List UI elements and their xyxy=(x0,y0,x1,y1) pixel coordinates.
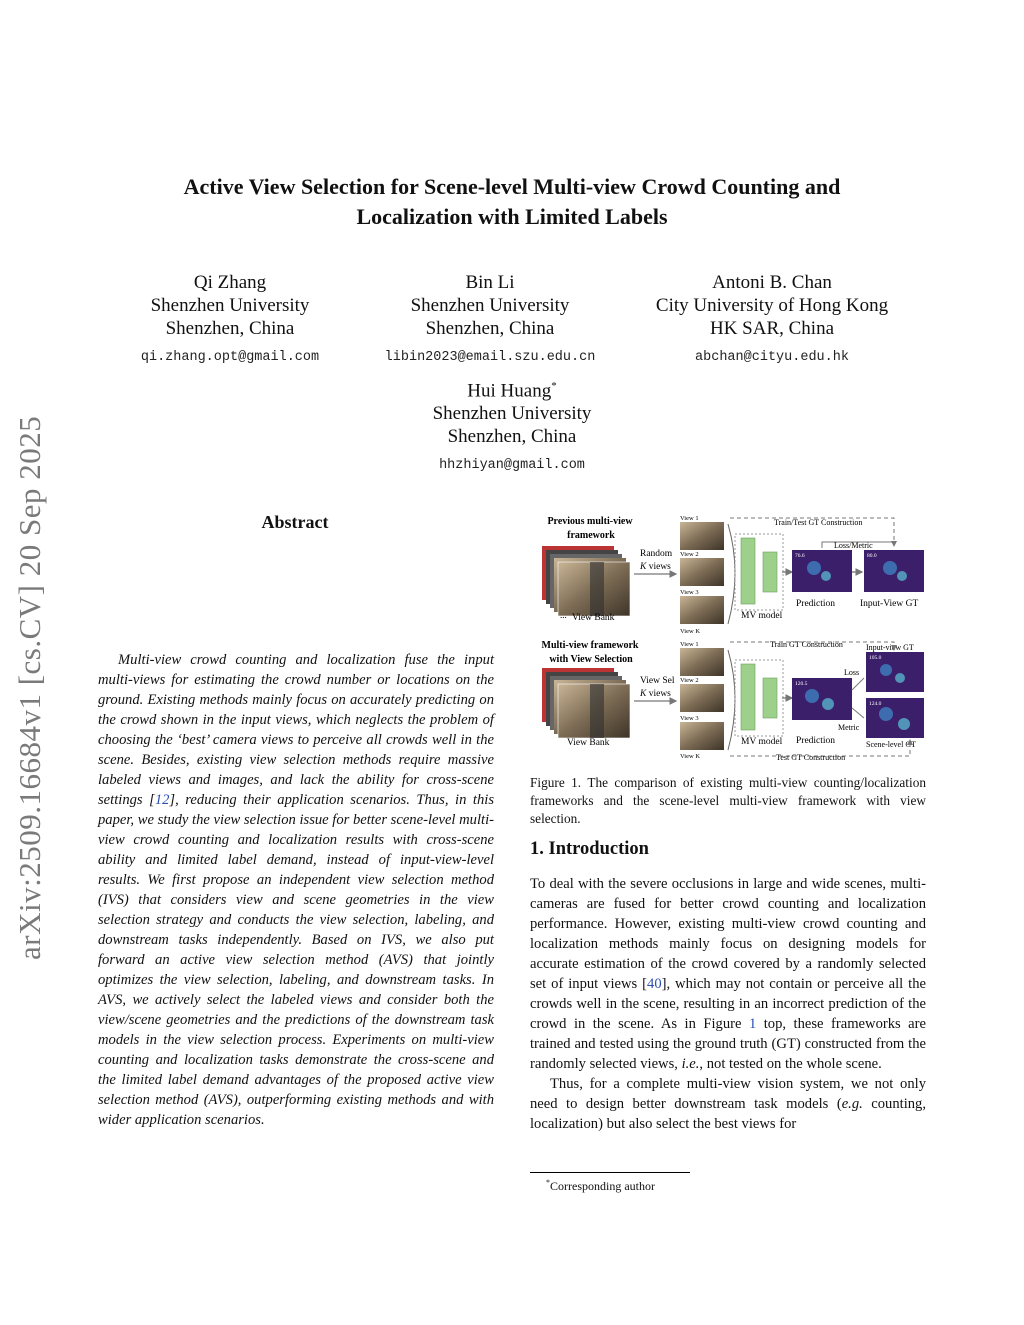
fig-prediction-label: Prediction xyxy=(796,599,836,609)
figure-link[interactable]: 1 xyxy=(748,1016,757,1032)
fig-view-sel-k: K views xyxy=(640,689,671,699)
fig-metric: Metric xyxy=(838,723,860,732)
view-bank-stack xyxy=(542,546,630,616)
author-affiliation: Shenzhen University xyxy=(410,295,570,316)
fig-train-test-gt: Train/Test GT Construction xyxy=(774,518,863,527)
author-affiliation: Shenzhen University xyxy=(150,295,310,316)
fig-input-view-gt-label: Input-View GT xyxy=(860,599,919,609)
footnote: *Corresponding author xyxy=(546,1178,655,1193)
footnote-rule xyxy=(530,1172,690,1173)
fig-random-k: K views xyxy=(640,562,671,572)
fig-train-gt: Train GT Construction xyxy=(770,640,843,649)
author-block xyxy=(380,375,644,477)
intro-paragraph-2: Thus, for a complete multi-view vision system, we not only need to design better downstream task models (e.g. counting, localization) but also select the best views for xyxy=(530,1076,926,1132)
svg-text:View 1: View 1 xyxy=(680,515,699,522)
paper-title xyxy=(0,172,1024,232)
abstract-heading: Abstract xyxy=(261,512,329,532)
view-bank-stack xyxy=(542,668,630,738)
svg-text:View K: View K xyxy=(680,628,701,635)
fig-bottom-title-b: with View Selection xyxy=(549,654,633,665)
author-location: HK SAR, China xyxy=(709,318,835,339)
author-affiliation: Shenzhen University xyxy=(432,403,592,425)
svg-text:124.0: 124.0 xyxy=(869,701,882,707)
section-heading: 1. Introduction xyxy=(530,839,649,859)
svg-text:View K: View K xyxy=(680,753,701,760)
fig-bottom-title-a: Multi-view framework xyxy=(541,640,639,651)
author-email[interactable]: hhzhiyan@gmail.com xyxy=(439,458,585,474)
svg-text:76.6: 76.6 xyxy=(795,553,805,559)
author-name: Hui Huang* xyxy=(467,380,557,402)
selected-views-top xyxy=(680,515,724,635)
title-line-1: Active View Selection for Scene-level Multi-view Crowd Counting and xyxy=(183,174,841,199)
svg-text:View 3: View 3 xyxy=(680,715,699,722)
svg-text:120.5: 120.5 xyxy=(795,681,808,687)
abstract-text: Multi-view crowd counting and localization fuse the input multi-views for estimating the crowd number or locations on the ground. Existing methods mainly focus on accurately predicting on the crowd shown in the input views, which neglects the problem of choosing the ‘best’ camera views to perceive all crowds well in the scene. Besides, existing view selection methods require massive labeled views and images, and lack the ability for cross-scene settings [12], reducing their application scenarios. Thus, in this paper, we study the view selection issue for better scene-level multi-view crowd counting and localization results with cross-scene ability and limited label demand, instead of input-view-level results. We first propose an independent view selection method (IVS) that considers view and scene geometries in the view selection strategy and conducts the view selection, labeling, and downstream tasks independently. Based on IVS, we also put forward an active view selection method (AVS) that jointly optimizes the view selection, labeling, and downstream tasks. In AVS, we actively select the labeled views and consider both the view/scene geometries and the predictions of the downstream task models in the view selection process. Experiments on multi-view counting and localization tasks demonstrate the cross-scene and the limited label demand advantages of the proposed active view selection method (AVS), outperforming existing methods and with wider application scenarios. xyxy=(98,652,494,1128)
mv-model-top xyxy=(735,534,783,610)
author-name: Qi Zhang xyxy=(193,272,267,293)
citation-link[interactable]: 12 xyxy=(154,792,170,808)
author-name: Antoni B. Chan xyxy=(712,272,832,293)
fig-test-gt: Test GT Construction xyxy=(776,753,846,762)
author-name: Bin Li xyxy=(465,272,515,293)
fig-random-label: Random xyxy=(640,549,673,559)
author-location: Shenzhen, China xyxy=(165,318,295,339)
intro-paragraph-1: To deal with the severe occlusions in large and wide scenes, multi-cameras are fused for better crowd counting and localization performance. However, existing multi-view crowd counting and localization methods mainly focus on designing models for accurate estimation of the crowd covered by a randomly selected set of input views [40], which may not contain or perceive all the crowds well in the scene, resulting in an incorrect prediction of the crowd in the scene. As in Figure 1 top, these frameworks are trained and tested using the ground truth (GT) constructed from the randomly selected views, i.e., not tested on the whole scene. xyxy=(530,876,926,1072)
author-email[interactable]: libin2023@email.szu.edu.cn xyxy=(384,350,596,365)
fig-view-bank-label-2: View Bank xyxy=(567,738,610,748)
fig-top-title-b: framework xyxy=(567,530,615,541)
fig-input-view-gt-label-2: Input-view GT xyxy=(866,643,914,652)
corresponding-mark: * xyxy=(551,380,557,392)
fig-mv-model-label: MV model xyxy=(741,611,783,621)
fig-loss: Loss xyxy=(844,668,860,677)
author-block xyxy=(640,271,904,369)
title-line-2: Localization with Limited Labels xyxy=(356,204,668,229)
fig-view-sel-label: View Sel xyxy=(640,676,675,686)
citation-link[interactable]: 40 xyxy=(647,976,662,992)
svg-text:View 1: View 1 xyxy=(680,641,699,648)
author-block xyxy=(360,271,620,369)
author-location: Shenzhen, China xyxy=(447,426,577,448)
fig-prediction-label-2: Prediction xyxy=(796,736,836,746)
arxiv-stamp: arXiv:2509.16684v1 [cs.CV] 20 Sep 2025 xyxy=(12,415,47,960)
fig-top-title-a: Previous multi-view xyxy=(547,516,633,527)
author-email[interactable]: qi.zhang.opt@gmail.com xyxy=(140,350,320,365)
author-location: Shenzhen, China xyxy=(425,318,555,339)
mv-model-bottom xyxy=(735,660,783,736)
author-affiliation: City University of Hong Kong xyxy=(655,295,889,316)
introduction-text xyxy=(530,874,926,1134)
author-block xyxy=(110,271,350,369)
fig-scene-level-gt-label: Scene-level GT xyxy=(866,740,916,749)
figure-1-diagram xyxy=(530,512,930,764)
fig-view-bank-label: View Bank xyxy=(572,613,615,623)
selected-views-bottom xyxy=(680,641,724,760)
svg-text:105.0: 105.0 xyxy=(869,655,882,661)
fig-ellipsis: ... xyxy=(560,610,567,620)
fig-loss-metric: Loss/Metric xyxy=(834,541,873,550)
author-email[interactable]: abchan@cityu.edu.hk xyxy=(695,350,849,365)
svg-text:View 2: View 2 xyxy=(680,551,699,558)
fig-mv-model-label-2: MV model xyxy=(741,737,783,747)
svg-text:View 3: View 3 xyxy=(680,589,699,596)
svg-text:View 2: View 2 xyxy=(680,677,699,684)
svg-text:80.0: 80.0 xyxy=(867,553,877,559)
figure-caption: Figure 1. The comparison of existing multi-view counting/localization frameworks and the scene-level multi-view framework with view selection. xyxy=(530,775,926,826)
